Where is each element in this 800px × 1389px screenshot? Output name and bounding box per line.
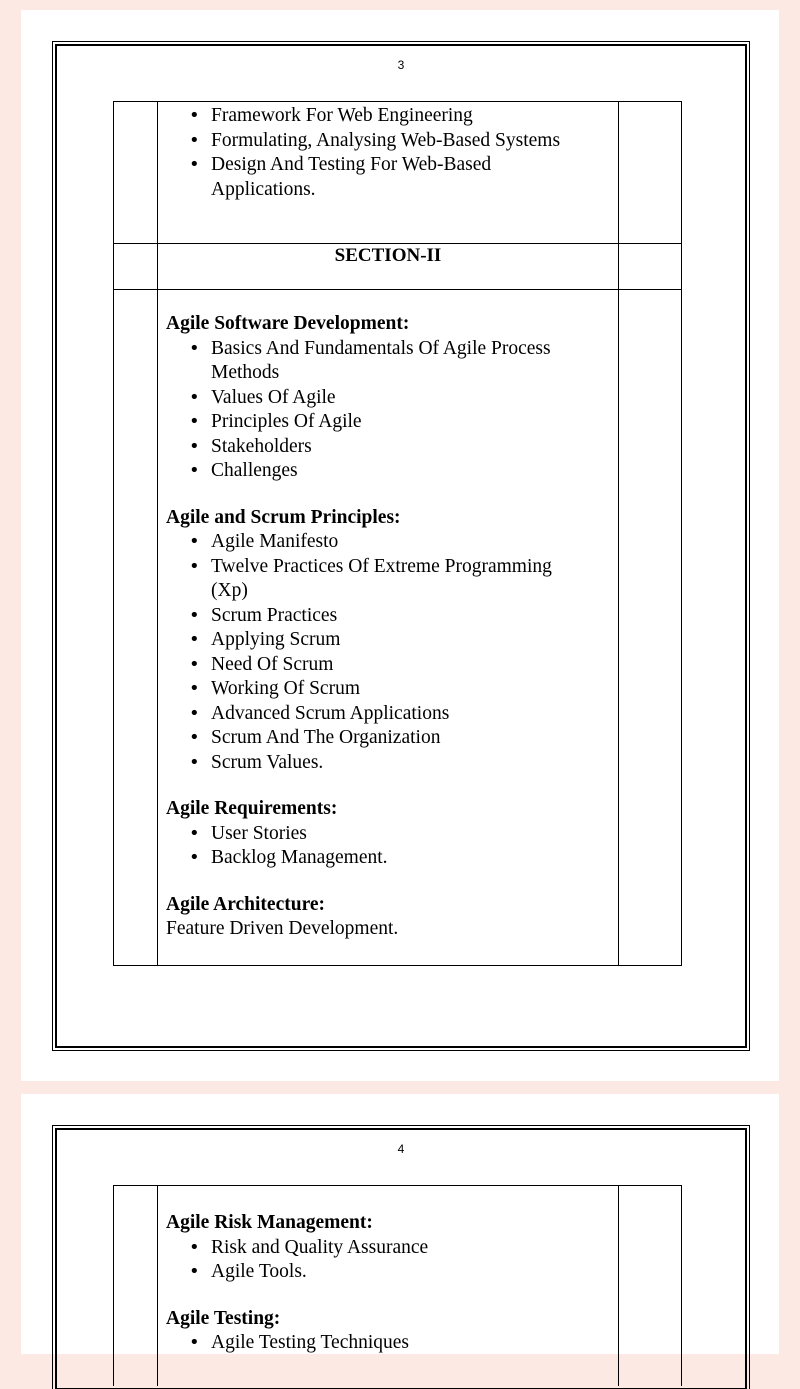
list-item: • User Stories	[211, 822, 616, 847]
page-border	[52, 1125, 750, 1389]
list-item: • Need Of Scrum	[211, 653, 616, 678]
topic-heading: Agile Architecture:	[166, 893, 326, 915]
list-item: • Scrum Practices	[211, 604, 616, 629]
section-title: SECTION-II	[334, 245, 442, 266]
list-item: • Values Of Agile	[211, 386, 616, 411]
list-item: • Basics And Fundamentals Of Agile Process Methods	[211, 337, 581, 386]
list-item: • Scrum Values.	[211, 751, 616, 776]
list-item: • Stakeholders	[211, 435, 616, 460]
continued-topics	[166, 104, 616, 202]
page-number: 4	[397, 1142, 405, 1156]
document-page-4	[21, 1094, 779, 1354]
topic-text: Feature Driven Development.	[166, 918, 399, 939]
list-item: • Advanced Scrum Applications	[211, 702, 616, 727]
section-ii-content	[166, 312, 616, 942]
syllabus-table-top	[113, 101, 682, 290]
topic-heading: Agile Requirements:	[166, 798, 338, 819]
list-item: • Backlog Management.	[211, 846, 616, 871]
list-item: • Design And Testing For Web-Based Applications.	[211, 153, 541, 202]
list-item: • Twelve Practices Of Extreme Programming (Xp)	[211, 555, 581, 604]
topic-heading: Agile Software Development:	[166, 313, 410, 334]
syllabus-table-main	[113, 287, 682, 966]
topic-heading: Agile Testing:	[166, 1307, 281, 1329]
list-item: • Agile Tools.	[211, 1260, 616, 1285]
list-item: • Risk and Quality Assurance	[211, 1236, 616, 1261]
section-content	[166, 1211, 616, 1356]
list-item: • Agile Testing Techniques	[211, 1331, 616, 1356]
document-page-3	[21, 10, 779, 1081]
topic-heading: Agile Risk Management:	[166, 1212, 373, 1233]
list-item: • Scrum And The Organization	[211, 726, 616, 751]
syllabus-table	[113, 1185, 682, 1386]
list-item: • Applying Scrum	[211, 628, 616, 653]
list-item: • Principles Of Agile	[211, 410, 616, 435]
topic-heading: Agile and Scrum Principles:	[166, 506, 401, 528]
list-item: • Working Of Scrum	[211, 677, 616, 702]
list-item: • Challenges	[211, 459, 616, 484]
page-number: 3	[397, 58, 405, 72]
list-item: • Framework For Web Engineering	[211, 104, 616, 129]
list-item: • Formulating, Analysing Web-Based Systems	[211, 129, 616, 154]
page-border	[52, 41, 750, 1051]
list-item: • Agile Manifesto	[211, 530, 616, 555]
